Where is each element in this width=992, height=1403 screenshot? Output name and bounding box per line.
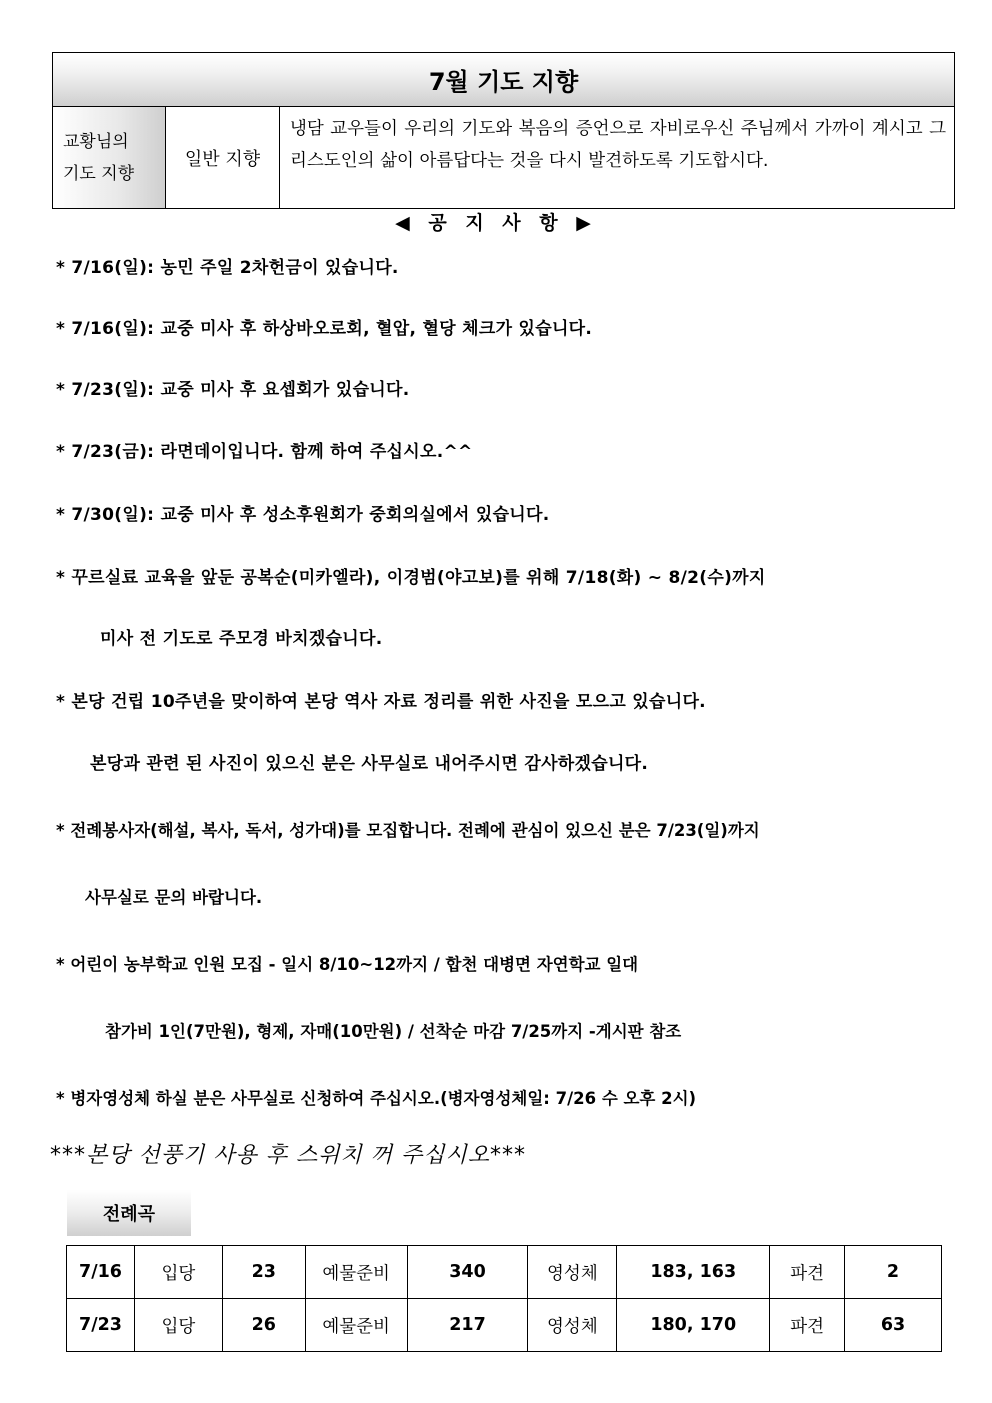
notice-line-continued: 미사 전 기도로 주모경 바치겠습니다.: [100, 629, 383, 649]
hymn-label-recessional: 파견: [770, 1299, 845, 1352]
notice-line: * 7/23(금): 라면데이입니다. 함께 하여 주십시오.^^: [56, 442, 473, 462]
hymn-label-communion: 영성체: [528, 1246, 617, 1299]
notice-line: * 꾸르실료 교육을 앞둔 공복순(미카엘라), 이경범(야고보)를 위해 7/18(화) ~ 8/2(수)까지: [56, 568, 766, 588]
hymn-label-offertory: 예물준비: [305, 1299, 407, 1352]
notice-line: * 7/16(일): 농민 주일 2차헌금이 있습니다.: [56, 258, 399, 278]
notice-line: * 병자영성체 하실 분은 사무실로 신청하여 주십시오.(병자영성체일: 7/26 수 오후 2시): [56, 1089, 697, 1108]
hymn-number: 2: [845, 1246, 942, 1299]
intention-label-line2: 기도 지향: [63, 163, 135, 184]
hymn-label-entrance: 입당: [134, 1246, 222, 1299]
hymn-section-label: 전례곡: [67, 1190, 191, 1236]
hymn-number: 180, 170: [617, 1299, 770, 1352]
hymn-date: 7/23: [67, 1299, 135, 1352]
notice-title: ◀ 공 지 사 항 ▶: [395, 212, 597, 234]
intention-title: 7월 기도 지향: [53, 53, 954, 107]
notice-line: * 7/16(일): 교중 미사 후 하상바오로회, 혈압, 혈당 체크가 있습니다.: [56, 319, 593, 339]
notice-line: * 7/23(일): 교중 미사 후 요셉회가 있습니다.: [56, 380, 410, 400]
hymn-label-entrance: 입당: [134, 1299, 222, 1352]
notice-line: * 어린이 농부학교 인원 모집 - 일시 8/10~12까지 / 합천 대병면 자연학교 일대: [56, 955, 639, 974]
intention-label-line1: 교황님의: [63, 131, 129, 152]
hymn-row: [67, 1246, 942, 1299]
intention-category: 일반 지향: [166, 107, 280, 208]
notice-line: * 전례봉사자(해설, 복사, 독서, 성가대)를 모집합니다. 전례에 관심이 있으신 분은 7/23(일)까지: [56, 821, 760, 840]
prayer-intention-box: [52, 52, 955, 209]
hymn-label-recessional: 파견: [770, 1246, 845, 1299]
intention-text: 냉담 교우들이 우리의 기도와 복음의 증언으로 자비로우신 주님께서 가까이 계시고 그리스도인의 삶이 아름답다는 것을 다시 발견하도록 기도합시다.: [290, 119, 946, 171]
hymn-number: 26: [222, 1299, 305, 1352]
intention-row: [53, 107, 954, 208]
hymn-number: 340: [407, 1246, 528, 1299]
notice-line-continued: 참가비 1인(7만원), 형제, 자매(10만원) / 선착순 마감 7/25까지 -게시판 참조: [105, 1022, 682, 1041]
notice-line: * 본당 건립 10주년을 맞이하여 본당 역사 자료 정리를 위한 사진을 모으고 있습니다.: [56, 692, 706, 712]
hymn-number: 183, 163: [617, 1246, 770, 1299]
hymn-date: 7/16: [67, 1246, 135, 1299]
notice-line: * 7/30(일): 교중 미사 후 성소후원회가 중회의실에서 있습니다.: [56, 505, 550, 525]
hymn-label-communion: 영성체: [528, 1299, 617, 1352]
hymn-table: [66, 1245, 942, 1352]
hymn-number: 217: [407, 1299, 528, 1352]
notice-line-continued: 사무실로 문의 바랍니다.: [85, 888, 263, 907]
notice-line-continued: 본당과 관련 된 사진이 있으신 분은 사무실로 내어주시면 감사하겠습니다.: [90, 754, 649, 774]
hymn-number: 63: [845, 1299, 942, 1352]
hymn-number: 23: [222, 1246, 305, 1299]
fan-switch-message: ***본당 선풍기 사용 후 스위치 꺼 주십시오***: [50, 1143, 526, 1168]
hymn-row: [67, 1299, 942, 1352]
intention-label-cell: [53, 107, 166, 208]
hymn-label-offertory: 예물준비: [305, 1246, 407, 1299]
